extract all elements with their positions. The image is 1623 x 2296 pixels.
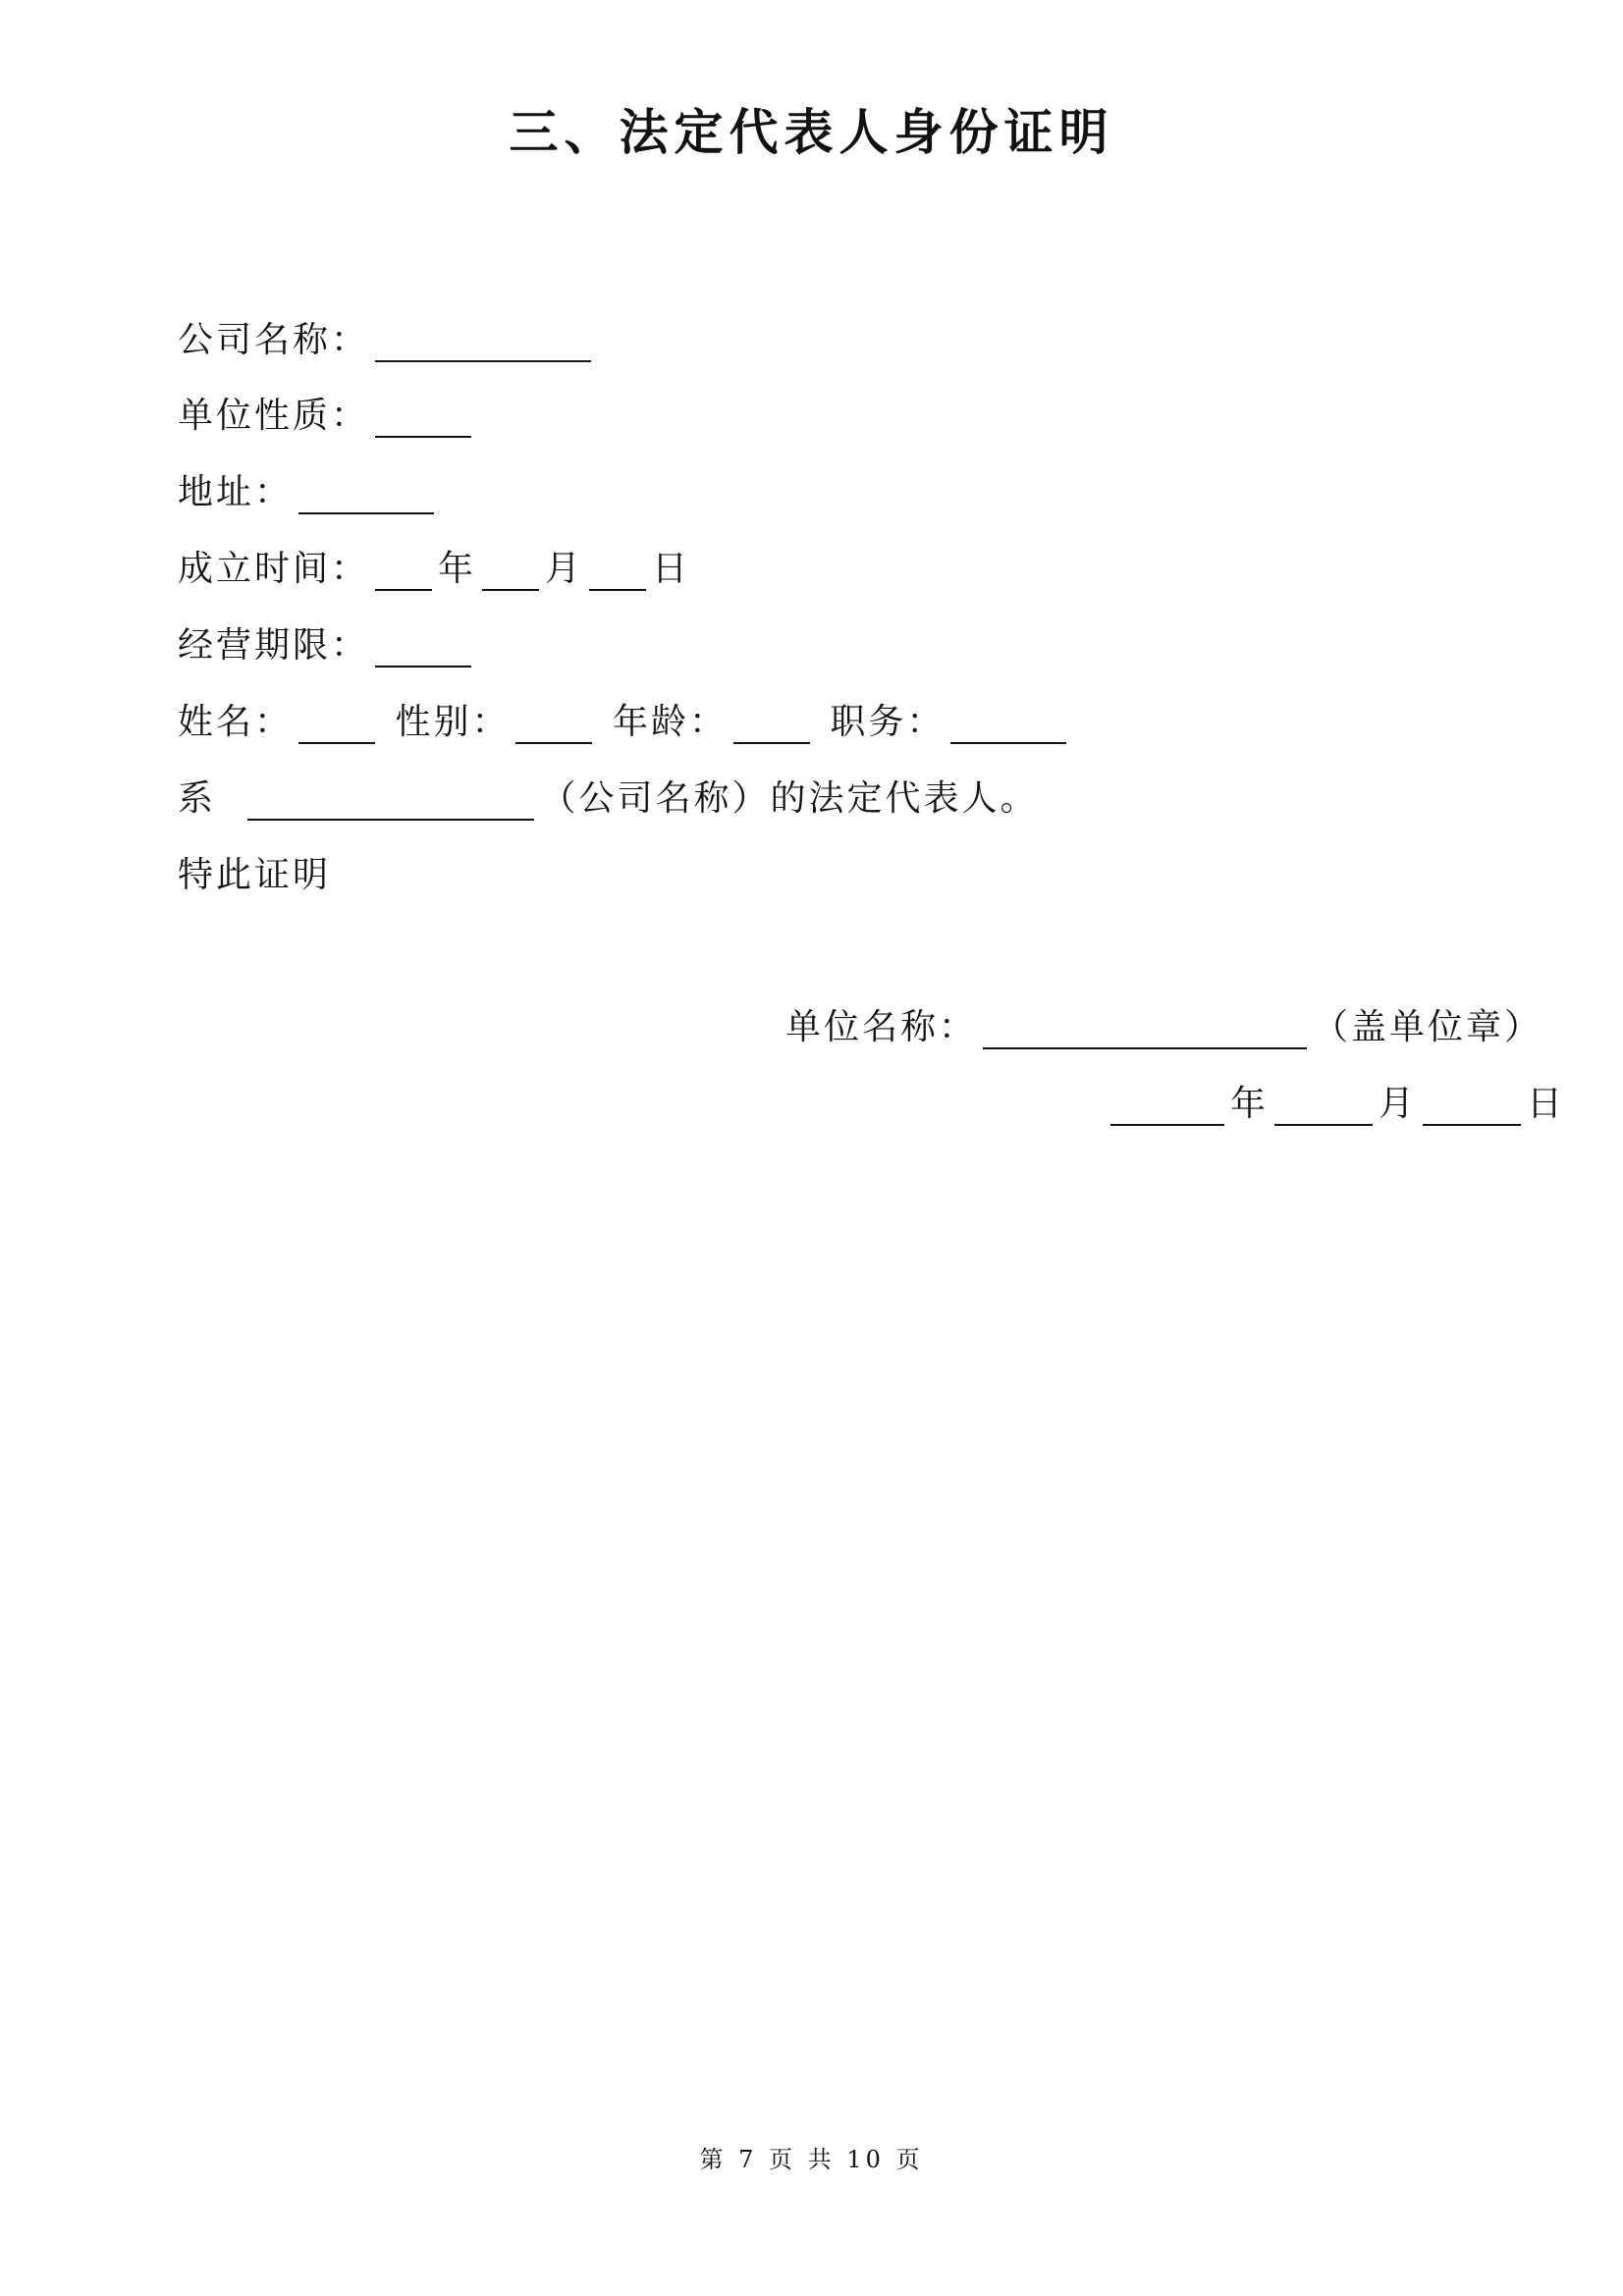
document-title: 三、法定代表人身份证明 [509,104,1114,161]
signature-day-blank[interactable] [1423,1093,1521,1126]
business-term-row [178,624,477,667]
business-term-label: 经营期限： [178,625,370,666]
signature-year-blank[interactable] [1110,1093,1224,1126]
established-day-label: 日 [652,549,691,589]
signature-month-label: 月 [1379,1084,1418,1124]
signature-month-blank[interactable] [1274,1093,1373,1126]
established-month-label: 月 [545,549,584,589]
footer-prefix: 第 [699,2146,728,2173]
gender-blank[interactable] [515,711,592,744]
unit-nature-blank[interactable] [375,404,471,438]
footer-mid: 页 共 [769,2146,836,2173]
established-month-blank[interactable] [482,558,539,591]
address-label: 地址： [178,472,294,512]
established-row [178,548,690,591]
person-row [178,701,1072,744]
signature-unit-blank[interactable] [983,1016,1307,1049]
name-blank[interactable] [298,711,375,744]
age-label: 年龄： [612,702,728,742]
unit-nature-label: 单位性质： [178,396,370,436]
gender-label: 性别： [395,702,511,742]
position-label: 职务： [830,702,946,742]
signature-date-row [1105,1083,1565,1126]
company-name-row [178,319,597,362]
footer-page-number: 7 [738,2146,758,2173]
statement-prefix: 系 [178,778,217,819]
established-day-blank[interactable] [589,558,646,591]
page-footer [0,2140,1623,2174]
name-label: 姓名： [178,702,294,742]
signature-seal-label: （盖单位章） [1313,1007,1543,1047]
company-name-blank[interactable] [375,329,591,362]
established-year-label: 年 [438,549,477,589]
signature-unit-row [785,1006,1542,1049]
signature-day-label: 日 [1527,1084,1566,1124]
established-year-blank[interactable] [375,558,432,591]
address-blank[interactable] [298,481,434,514]
statement-suffix: （公司名称）的法定代表人。 [540,778,1039,819]
certify-text: 特此证明 [178,855,332,895]
established-label: 成立时间： [178,549,370,589]
footer-suffix: 页 [895,2146,924,2173]
footer-total-pages: 10 [846,2146,885,2173]
signature-year-label: 年 [1230,1084,1270,1124]
statement-row [178,777,1038,821]
business-term-blank[interactable] [375,634,471,667]
company-name-label: 公司名称： [178,320,370,360]
statement-company-blank[interactable] [247,787,534,821]
signature-unit-label: 单位名称： [785,1007,978,1047]
unit-nature-row [178,395,477,438]
address-row [178,471,440,514]
position-blank[interactable] [950,711,1066,744]
age-blank[interactable] [733,711,810,744]
